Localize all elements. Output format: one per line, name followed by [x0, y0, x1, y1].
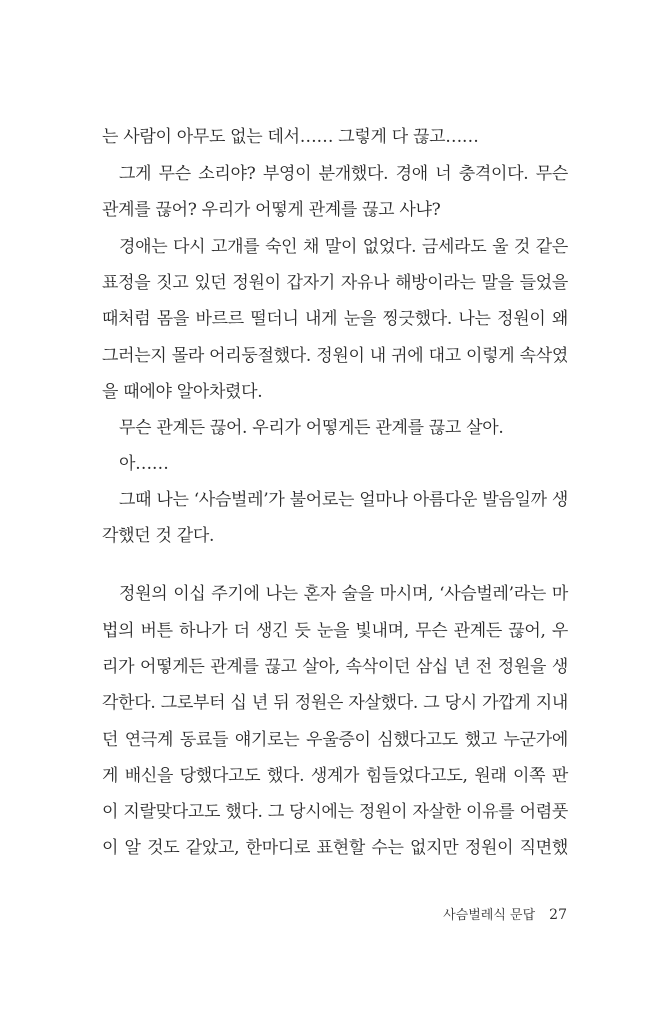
text-line: 그게 무슨 소리야? 부영이 분개했다. 경애 너 충격이다. 무슨	[119, 164, 568, 184]
text-line: 표정을 짓고 있던 정원이 갑자기 자유나 해방이라는 말을 들었을	[102, 273, 568, 293]
text-line: 을 때에야 알아차렸다.	[102, 382, 263, 402]
page-footer	[443, 904, 567, 923]
text-line: 때처럼 몸을 바르르 떨더니 내게 눈을 찡긋했다. 나는 정원이 왜	[102, 309, 568, 329]
running-title: 사슴벌레식 문답	[443, 908, 536, 923]
text-line: 경애는 다시 고개를 숙인 채 말이 없었다. 금세라도 울 것 같은	[119, 237, 568, 257]
text-line: 던 연극계 동료들 얘기로는 우울증이 심했다고도 했고 누군가에	[102, 730, 568, 750]
text-line: 이 알 것도 같았고, 한마디로 표현할 수는 없지만 정원이 직면했	[102, 838, 568, 858]
text-line: 관계를 끊어? 우리가 어떻게 관계를 끊고 사냐?	[102, 200, 441, 220]
text-line: 리가 어떻게든 관계를 끊고 살아, 속삭이던 삼십 년 전 정원을 생	[102, 657, 568, 677]
text-line: 각한다. 그로부터 십 년 뒤 정원은 자살했다. 그 당시 가깝게 지내	[102, 693, 568, 713]
text-line: 그때 나는 ‘사슴벌레’가 불어로는 얼마나 아름다운 발음일까 생	[119, 490, 568, 510]
text-line: 게 배신을 당했다고도 했다. 생계가 힘들었다고도, 원래 이쪽 판	[102, 766, 568, 786]
text-line: 법의 버튼 하나가 더 생긴 듯 눈을 빛내며, 무슨 관계든 끊어, 우	[102, 621, 568, 641]
text-line: 아……	[119, 454, 169, 474]
text-line: 는 사람이 아무도 없는 데서…… 그렇게 다 끊고……	[102, 127, 479, 147]
text-line: 그러는지 몰라 어리둥절했다. 정원이 내 귀에 대고 이렇게 속삭였	[102, 346, 568, 366]
text-line: 정원의 이십 주기에 나는 혼자 술을 마시며, ‘사슴벌레’라는 마	[119, 584, 568, 604]
text-line: 무슨 관계든 끊어. 우리가 어떻게든 관계를 끊고 살아.	[119, 418, 504, 438]
text-line: 각했던 것 같다.	[102, 526, 215, 546]
text-line: 이 지랄맞다고도 했다. 그 당시에는 정원이 자살한 이유를 어렴풋	[102, 802, 568, 822]
page-number: 27	[549, 907, 567, 923]
